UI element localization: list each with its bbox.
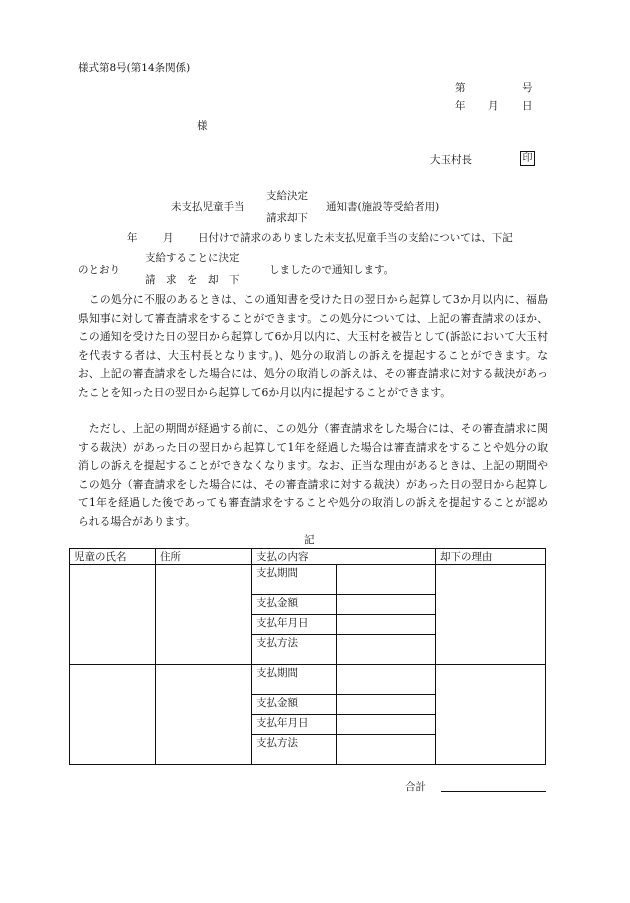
address-cell[interactable]: [156, 665, 252, 765]
payment-method-label: 支払方法: [252, 635, 337, 665]
rejection-reason-cell[interactable]: [436, 565, 546, 665]
payment-amount-label: 支払金額: [252, 595, 337, 615]
intro-option-pay: 支給することに決定: [145, 252, 240, 264]
form-number-label: 様式第8号(第14条関係): [78, 62, 191, 74]
intro-line2-suffix: しましたので通知します。: [269, 264, 395, 276]
payment-amount-value[interactable]: [337, 595, 436, 615]
address-cell[interactable]: [156, 565, 252, 665]
payment-date-value[interactable]: [337, 715, 436, 735]
document-number-suffix: 号: [522, 82, 533, 94]
payment-period-label: 支払期間: [252, 565, 337, 595]
payment-method-value[interactable]: [337, 635, 436, 665]
appeal-paragraph-2: ただし、上記の期間が経過する前に、この処分（審査請求をした場合には、その審査請求に関する裁決）があった日の翌日から起算して1年を経過した場合は審査請求をすることや処分の取消しの訴えを提起することができなくなります。なお、正当な理由があるときは、上記の期間やこの処分（審査請求をした場合には、その審査請求に対する裁決）があった日の翌日から起算して1年を経過した後であっても審査請求をすることや処分の取消しの訴えを提起することが認められる場合があります。: [78, 422, 548, 528]
payment-period-value[interactable]: [337, 565, 436, 595]
intro-option-reject: 請 求 を 却 下: [145, 274, 240, 286]
payment-date-label: 支払年月日: [252, 715, 337, 735]
payment-period-label: 支払期間: [252, 665, 337, 695]
title-option-decision: 支給決定: [266, 190, 308, 202]
table-row: [70, 665, 546, 695]
payment-amount-label: 支払金額: [252, 695, 337, 715]
intro-year: 年: [127, 232, 138, 244]
total-blank-line[interactable]: [441, 791, 546, 792]
record-heading: 記: [304, 534, 315, 546]
addressee-suffix: 様: [197, 120, 208, 132]
column-header-rejection-reason: 却下の理由: [436, 549, 546, 565]
intro-line2-prefix: のとおり: [78, 264, 120, 276]
table-header-row: [70, 549, 546, 565]
total-label: 合計: [405, 781, 426, 793]
payment-period-value[interactable]: [337, 665, 436, 695]
payment-date-label: 支払年月日: [252, 615, 337, 635]
date-year: 年: [455, 100, 466, 112]
child-name-cell[interactable]: [70, 565, 156, 665]
column-header-payment-content: 支払の内容: [252, 549, 436, 565]
appeal-paragraph-1: この処分に不服のあるときは、この通知書を受けた日の翌日から起算して3か月以内に、福島県知事に対して審査請求をすることができます。この処分については、上記の審査請求のほか、この通知を受けた日の翌日から起算して6か月以内に、大玉村を被告として(訴訟において大玉村を代表する者は、大玉村長となります。)、処分の取消しの訴えを提起することができます。なお、上記の審査請求をした場合には、処分の取消しの訴えは、その審査請求に対する裁決があったことを知った日の翌日から起算して6か月以内に提起することができます。: [78, 293, 548, 399]
table-row: [70, 565, 546, 595]
column-header-child-name: 児童の氏名: [70, 549, 156, 565]
issuer-name: 大玉村長: [430, 154, 472, 166]
title-prefix: 未支払児童手当: [171, 201, 245, 213]
date-day: 日: [522, 100, 533, 112]
seal-icon: 印: [520, 151, 535, 166]
intro-line1: 日付けで請求のありました未支払児童手当の支給については、下記: [198, 232, 513, 244]
payment-date-value[interactable]: [337, 615, 436, 635]
date-month: 月: [488, 100, 499, 112]
column-header-address: 住所: [156, 549, 252, 565]
child-name-cell[interactable]: [70, 665, 156, 765]
payment-method-label: 支払方法: [252, 735, 337, 765]
record-table: [69, 548, 546, 765]
payment-amount-value[interactable]: [337, 695, 436, 715]
seal-mark: [520, 151, 535, 166]
document-number-prefix: 第: [455, 82, 466, 94]
title-suffix: 通知書(施設等受給者用): [326, 201, 440, 213]
title-option-rejection: 請求却下: [266, 212, 308, 224]
intro-month: 月: [163, 232, 174, 244]
payment-method-value[interactable]: [337, 735, 436, 765]
rejection-reason-cell[interactable]: [436, 665, 546, 765]
